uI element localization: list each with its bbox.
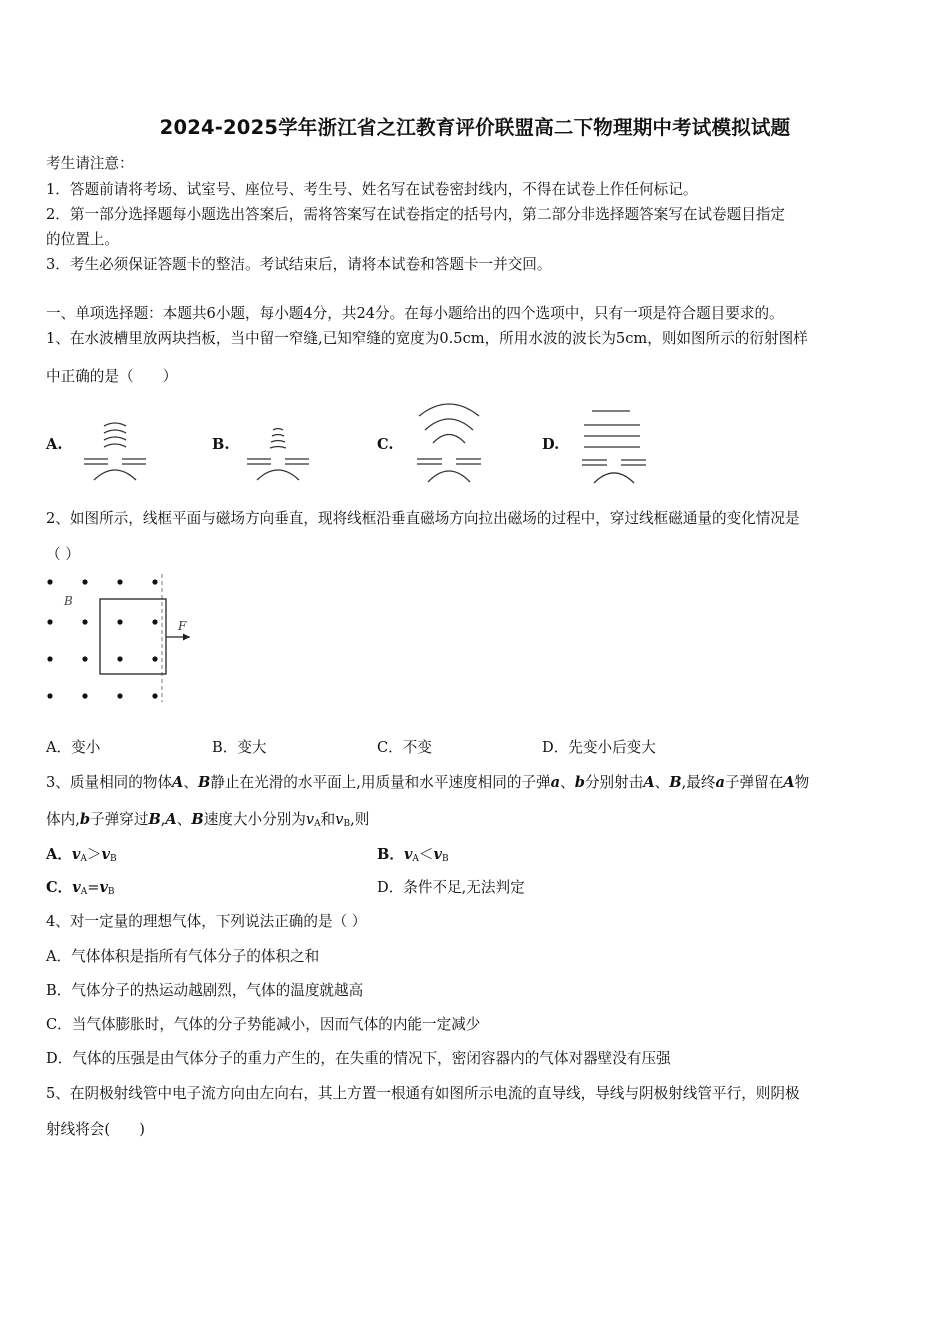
q4-option-d[interactable]: D．气体的压强是由气体分子的重力产生的，在失重的情况下，密闭容器内的气体对器壁没有压强 xyxy=(46,1050,671,1067)
question-3-stem: 体内,b子弹穿过B,A、B速度大小分别为$v_A$和$v_B$,则 xyxy=(46,811,370,829)
diffraction-figure-d xyxy=(578,405,650,489)
q3-option-a[interactable]: A．$v_A>v_B$ xyxy=(46,846,117,864)
question-5-stem: 5、在阴极射线管中电子流方向由左向右，其上方置一根通有如图所示电流的直导线，导线与阴极射线管平行，则阴极 xyxy=(46,1085,800,1102)
q1-option-d[interactable]: D. xyxy=(542,436,560,453)
q3-option-b[interactable]: B．$v_A<v_B$ xyxy=(377,846,449,864)
q1-option-c[interactable]: C. xyxy=(377,436,394,453)
notice-item: 1．答题前请将考场、试室号、座位号、考生号、姓名写在试卷密封线内，不得在试卷上作任何标记。 xyxy=(46,181,698,198)
q3-option-d[interactable]: D．条件不足,无法判定 xyxy=(377,879,525,896)
q2-option-c[interactable]: C．不变 xyxy=(377,739,432,756)
question-5-stem: 射线将会( ) xyxy=(46,1121,145,1138)
notice-heading: 考生请注意： xyxy=(46,155,134,172)
diffraction-figure-c xyxy=(413,398,485,488)
force-label-f: F xyxy=(178,619,187,633)
q2-option-a[interactable]: A．变小 xyxy=(46,739,101,756)
question-4-stem: 4、对一定量的理想气体，下列说法正确的是（ ） xyxy=(46,913,367,930)
field-label-b: B xyxy=(64,594,73,608)
magnetic-field-figure xyxy=(40,572,200,707)
q4-option-c[interactable]: C．当气体膨胀时，气体的分子势能减小，因而气体的内能一定减少 xyxy=(46,1016,481,1033)
question-2-stem: 2、如图所示，线框平面与磁场方向垂直，现将线框沿垂直磁场方向拉出磁场的过程中，穿过线框磁通量的变化情况是 xyxy=(46,510,800,527)
q1-option-a[interactable]: A. xyxy=(46,436,63,453)
notice-item: 2．第一部分选择题每小题选出答案后，需将答案写在试卷指定的括号内，第二部分非选择题答案写在试卷题目指定 xyxy=(46,206,785,223)
q2-option-d[interactable]: D．先变小后变大 xyxy=(542,739,656,756)
diffraction-figure-a xyxy=(80,418,150,488)
diffraction-figure-b xyxy=(243,418,313,488)
page-title: 2024-2025学年浙江省之江教育评价联盟高二下物理期中考试模拟试题 xyxy=(159,116,791,139)
q4-option-b[interactable]: B．气体分子的热运动越剧烈，气体的温度就越高 xyxy=(46,982,364,999)
q3-option-c[interactable]: C．$v_A=v_B$ xyxy=(46,879,115,897)
q4-option-a[interactable]: A．气体体积是指所有气体分子的体积之和 xyxy=(46,948,320,965)
notice-item: 的位置上。 xyxy=(46,231,119,248)
question-1-stem: 1、在水波槽里放两块挡板，当中留一窄缝,已知窄缝的宽度为0.5cm，所用水波的波长为5cm，则如图所示的衍射图样 xyxy=(46,330,808,347)
question-3-stem: 3、质量相同的物体A、B静止在光滑的水平面上,用质量和水平速度相同的子弹a、b分别射击A、B,最终a子弹留在A物 xyxy=(46,774,810,791)
question-2-stem: （ ） xyxy=(46,546,80,563)
q1-option-b[interactable]: B. xyxy=(212,436,230,453)
section-heading: 一、单项选择题：本题共6小题，每小题4分，共24分。在每小题给出的四个选项中，只有一项是符合题目要求的。 xyxy=(46,305,784,322)
question-1-stem: 中正确的是（ ） xyxy=(46,368,178,385)
notice-item: 3．考生必须保证答题卡的整洁。考试结束后，请将本试卷和答题卡一并交回。 xyxy=(46,256,552,273)
q2-option-b[interactable]: B．变大 xyxy=(212,739,267,756)
